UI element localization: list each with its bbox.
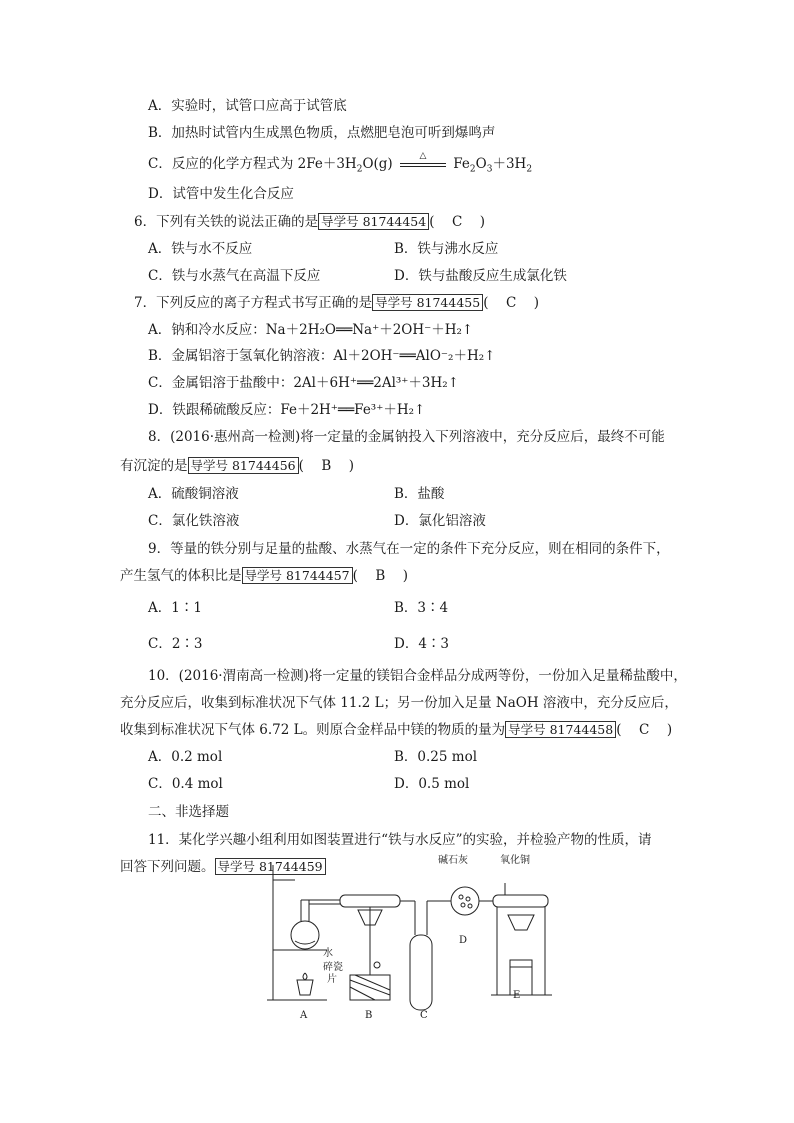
q10-stem-line3: 收集到标准状况下气体 6.72 L。则原合金样品中镁的物质的量为 导学号 81744458 ( C ) xyxy=(120,722,675,738)
q7-stem: 7．下列反应的离子方程式书写正确的是 导学号 81744455 ( C ) xyxy=(134,295,542,311)
q5-option-b: B．加热时试管内生成黑色物质，点燃肥皂泡可听到爆鸣声 xyxy=(148,125,496,141)
q10-option-d: D．0.5 mol xyxy=(394,776,470,792)
q9-option-d: D．4∶3 xyxy=(394,636,450,652)
q5-option-c: C．反应的化学方程式为 $2Fe+3H_2O(g)$ △ $Fe_2O_3+3H_2$ xyxy=(148,150,533,175)
q7-option-c: C．金属铝溶于盐酸中：2Al＋6H⁺══2Al³⁺＋3H₂↑ xyxy=(148,375,460,391)
q8-option-b: B．盐酸 xyxy=(394,486,445,502)
section-heading-nonchoice: 二、非选择题 xyxy=(148,804,229,820)
apparatus-diagram xyxy=(265,855,555,1025)
q9-code: 导学号 81744457 xyxy=(242,567,353,584)
q5-option-a: A．实验时，试管口应高于试管底 xyxy=(148,98,347,114)
q10-option-a: A．0.2 mol xyxy=(148,749,223,765)
q9-stem-line2: 产生氢气的体积比是 导学号 81744457 ( B ) xyxy=(120,568,411,584)
q7-code: 导学号 81744455 xyxy=(372,294,483,311)
label-copper-oxide: 氧化铜 xyxy=(500,855,530,866)
q9-option-a: A．1∶1 xyxy=(148,600,202,616)
label-shards-2: 片 xyxy=(327,974,337,985)
label-apparatus-a: A xyxy=(300,1010,308,1021)
heat-equation-sign: △ xyxy=(400,159,446,171)
q9-option-b: B．3∶4 xyxy=(394,600,449,616)
q10-code: 导学号 81744458 xyxy=(505,721,616,738)
label-water: 水 xyxy=(323,948,333,959)
label-soda-lime: 碱石灰 xyxy=(438,855,468,866)
q8-stem-line2: 有沉淀的是 导学号 81744456 ( B ) xyxy=(120,458,357,474)
q6-option-d: D．铁与盐酸反应生成氯化铁 xyxy=(394,268,567,284)
q8-option-a: A．硫酸铜溶液 xyxy=(148,486,239,502)
q6-code: 导学号 81744454 xyxy=(318,213,429,230)
q7-option-d: D．铁跟稀硫酸反应：Fe＋2H⁺══Fe³⁺＋H₂↑ xyxy=(148,402,426,418)
q7-option-a: A．钠和冷水反应：Na＋2H₂O══Na⁺＋2OH⁻＋H₂↑ xyxy=(148,322,474,338)
q11-stem-line2: 回答下列问题。 导学号 81744459 xyxy=(120,858,326,876)
q8-code: 导学号 81744456 xyxy=(188,457,299,474)
q8-option-c: C．氯化铁溶液 xyxy=(148,513,240,529)
label-apparatus-b: B xyxy=(365,1010,373,1021)
q6-option-c: C．铁与水蒸气在高温下反应 xyxy=(148,268,321,284)
label-shards: 碎瓷 xyxy=(323,962,343,973)
label-apparatus-c: C xyxy=(420,1010,428,1021)
q11-stem-line1: 11．某化学兴趣小组利用如图装置进行“铁与水反应”的实验，并检验产物的性质，请 xyxy=(148,832,652,848)
q10-option-b: B．0.25 mol xyxy=(394,749,478,765)
q6-option-a: A．铁与水不反应 xyxy=(148,241,253,257)
label-apparatus-d: D xyxy=(459,935,468,946)
q8-option-d: D．氯化铝溶液 xyxy=(394,513,486,529)
q6-option-b: B．铁与沸水反应 xyxy=(394,241,499,257)
q6-stem: 6．下列有关铁的说法正确的是 导学号 81744454 ( C ) xyxy=(134,214,488,230)
q5-option-d: D．试管中发生化合反应 xyxy=(148,186,294,202)
q10-stem-line1: 10．(2016·渭南高一检测)将一定量的镁铝合金样品分成两等份，一份加入足量稀盐酸中， xyxy=(148,668,687,684)
label-apparatus-e: E xyxy=(513,990,521,1001)
q9-stem-line1: 9．等量的铁分别与足量的盐酸、水蒸气在一定的条件下充分反应，则在相同的条件下， xyxy=(148,541,670,557)
q7-option-b: B．金属铝溶于氢氧化钠溶液：Al＋2OH⁻══AlO⁻₂＋H₂↑ xyxy=(148,348,496,364)
q10-option-c: C．0.4 mol xyxy=(148,776,223,792)
q11-code: 导学号 81744459 xyxy=(215,858,326,875)
q9-option-c: C．2∶3 xyxy=(148,636,203,652)
q8-stem-line1: 8．(2016·惠州高一检测)将一定量的金属钠投入下列溶液中，充分反应后，最终不可能 xyxy=(148,429,665,445)
q10-stem-line2: 充分反应后，收集到标准状况下气体 11.2 L；另一份加入足量 NaOH 溶液中，充分反应后， xyxy=(120,695,678,711)
